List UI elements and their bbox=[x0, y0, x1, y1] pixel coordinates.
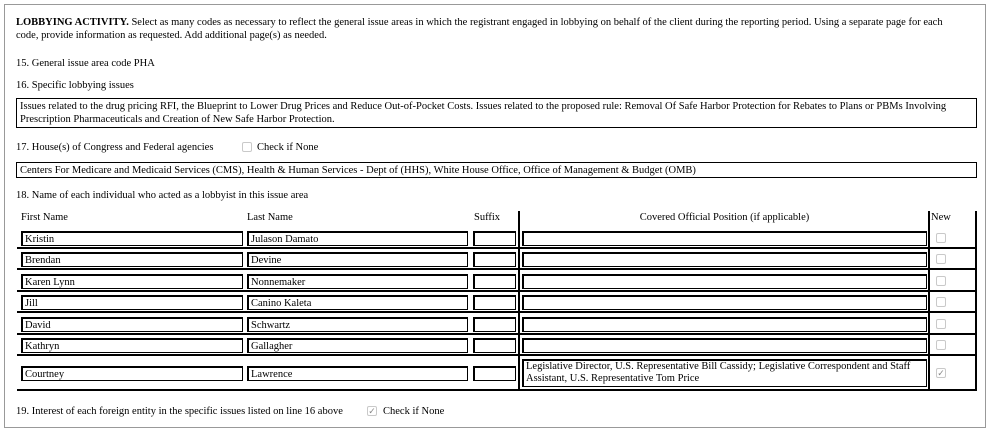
suffix-field[interactable] bbox=[473, 252, 516, 267]
last-name-field[interactable]: Gallagher bbox=[247, 338, 468, 353]
row-divider bbox=[17, 389, 977, 391]
first-name-field[interactable]: Kathryn bbox=[21, 338, 243, 353]
col-position: Covered Official Position (if applicable) bbox=[639, 212, 810, 223]
column-separator bbox=[975, 211, 977, 389]
general-issue-code: PHA bbox=[133, 58, 155, 69]
row-divider bbox=[17, 268, 977, 270]
lobbying-activity-intro bbox=[16, 16, 966, 42]
new-checkbox[interactable] bbox=[936, 254, 946, 264]
agencies-box: Centers For Medicare and Medicaid Services (CMS), Health & Human Services - Dept of (HHS), White House Office, Office of Management & Budget (OMB) bbox=[16, 162, 977, 178]
new-checkbox[interactable] bbox=[936, 340, 946, 350]
suffix-field[interactable] bbox=[473, 231, 516, 246]
line19-none-checkbox[interactable]: ✓ bbox=[368, 406, 376, 416]
position-field[interactable]: Legislative Director, U.S. Representative Bill Cassidy; Legislative Correspondent and Staff Assistant, U.S. Representative Tom Price bbox=[522, 359, 927, 387]
col-first-name: First Name bbox=[21, 212, 68, 223]
new-checkbox[interactable] bbox=[936, 319, 946, 329]
col-suffix: Suffix bbox=[474, 212, 501, 223]
position-field[interactable] bbox=[522, 317, 927, 332]
column-separator bbox=[518, 211, 520, 389]
first-name-field[interactable]: David bbox=[21, 317, 243, 332]
row-divider bbox=[17, 247, 977, 249]
position-field[interactable] bbox=[522, 252, 927, 267]
intro-text: Select as many codes as necessary to reflect the general issue areas in which the registrant engaged in lobbying on behalf of the client during the reporting period. Using a separate page for each code, provide information as requested. Add additional page(s) as needed. bbox=[16, 17, 943, 41]
position-field[interactable] bbox=[522, 338, 927, 353]
row-divider bbox=[17, 311, 977, 313]
col-new: New bbox=[931, 212, 951, 223]
position-field[interactable] bbox=[522, 274, 927, 289]
last-name-field[interactable]: Nonnemaker bbox=[247, 274, 468, 289]
last-name-field[interactable]: Canino Kaleta bbox=[247, 295, 468, 310]
suffix-field[interactable] bbox=[473, 295, 516, 310]
intro-heading: LOBBYING ACTIVITY. bbox=[16, 17, 129, 28]
suffix-field[interactable] bbox=[473, 338, 516, 353]
line17-label: 17. House(s) of Congress and Federal agencies bbox=[16, 142, 214, 153]
first-name-field[interactable]: Jill bbox=[21, 295, 243, 310]
line19-check-label: Check if None bbox=[383, 406, 445, 417]
line18-label: 18. Name of each individual who acted as a lobbyist in this issue area bbox=[16, 190, 309, 201]
first-name-field[interactable]: Karen Lynn bbox=[21, 274, 243, 289]
col-last-name: Last Name bbox=[247, 212, 293, 223]
position-field[interactable] bbox=[522, 231, 927, 246]
first-name-field[interactable]: Brendan bbox=[21, 252, 243, 267]
suffix-field[interactable] bbox=[473, 274, 516, 289]
row-divider bbox=[17, 354, 977, 356]
first-name-field[interactable]: Courtney bbox=[21, 366, 243, 381]
first-name-field[interactable]: Kristin bbox=[21, 231, 243, 246]
last-name-field[interactable]: Devine bbox=[247, 252, 468, 267]
last-name-field[interactable]: Julason Damato bbox=[247, 231, 468, 246]
new-checkbox[interactable] bbox=[936, 276, 946, 286]
last-name-field[interactable]: Schwartz bbox=[247, 317, 468, 332]
row-divider bbox=[17, 333, 977, 335]
row-divider bbox=[17, 290, 977, 292]
suffix-field[interactable] bbox=[473, 366, 516, 381]
line17-none-checkbox[interactable] bbox=[242, 142, 252, 152]
position-field[interactable] bbox=[522, 295, 927, 310]
line17-check-label: Check if None bbox=[257, 142, 319, 153]
last-name-field[interactable]: Lawrence bbox=[247, 366, 468, 381]
line15-label: 15. General issue area code bbox=[16, 58, 132, 69]
specific-issues-box: Issues related to the drug pricing RFI, the Blueprint to Lower Drug Prices and Reduce Out-of-Pocket Costs. Issues related to the proposed rule: Removal Of Safe Harbor Protection for Rebates to Plans or PBMs Involving Prescription Pharmaceuticals and Creation of New Safe Harbor Protection. bbox=[16, 98, 977, 128]
new-checkbox[interactable]: ✓ bbox=[937, 368, 945, 378]
column-separator bbox=[928, 211, 930, 389]
suffix-field[interactable] bbox=[473, 317, 516, 332]
line15-row bbox=[16, 57, 155, 70]
line19-label: 19. Interest of each foreign entity in the specific issues listed on line 16 above bbox=[16, 406, 343, 417]
new-checkbox[interactable] bbox=[936, 297, 946, 307]
new-checkbox[interactable] bbox=[936, 233, 946, 243]
line16-label: 16. Specific lobbying issues bbox=[16, 80, 134, 91]
